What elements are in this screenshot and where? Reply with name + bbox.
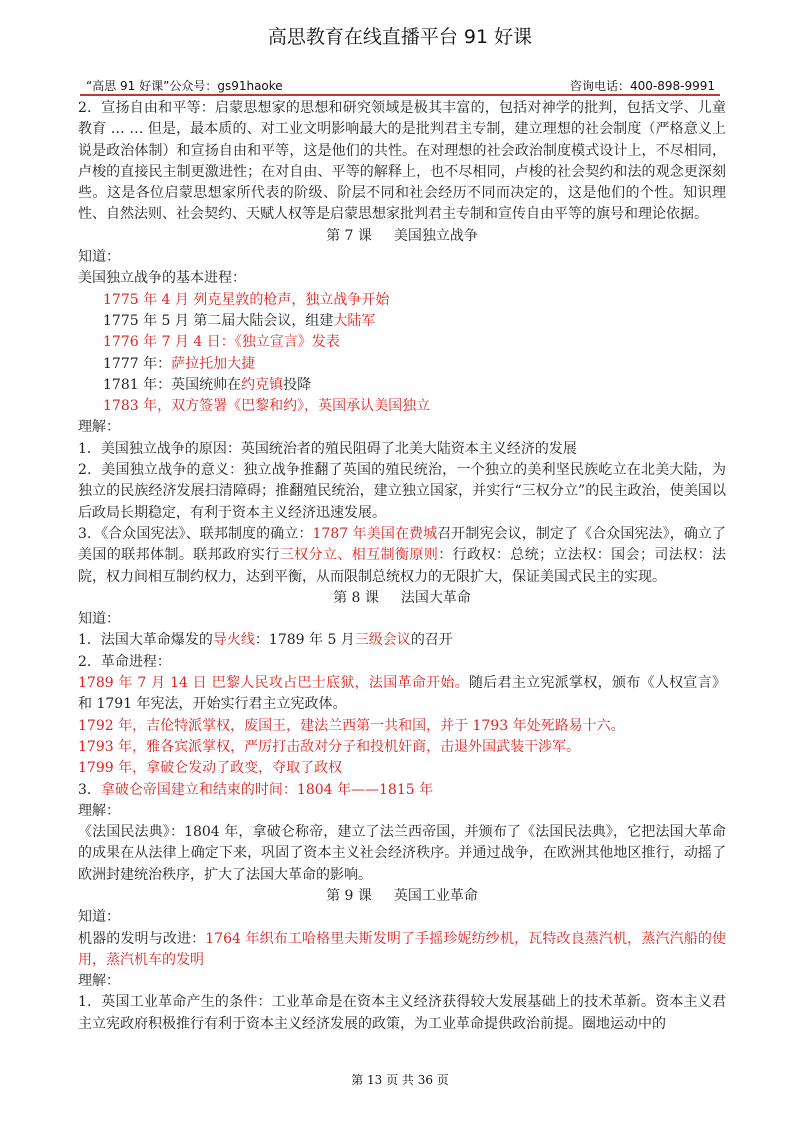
lesson9-title: 第 9 课 英国工业革命 — [326, 887, 478, 904]
header-title: 高思教育在线直播平台 91 好课 — [267, 26, 533, 48]
lesson8-know-label: 知道： — [78, 611, 120, 628]
lesson7-event: 1775 年 5 月 第二届大陆会议，组建大陆军 — [103, 312, 376, 329]
lesson7-event: 1775 年 4 月 列克星敦的枪声，独立战争开始 — [103, 291, 390, 308]
lesson8-title: 第 8 课 法国大革命 — [333, 589, 471, 606]
lesson8-know-item: 1．法国大革命爆发的导火线：1789 年 5 月三级会议的召开 — [78, 632, 453, 649]
lesson7-know-label: 知道： — [78, 249, 120, 266]
lesson8-revolution-step: 1792 年，吉伦特派掌权，废国王，建法兰西第一共和国，并于 1793 年处死路易十六。 — [78, 717, 625, 734]
lesson8-understand-label: 理解： — [78, 802, 120, 819]
header-rule — [80, 94, 720, 96]
header-wechat: “高思 91 好课”公众号：gs91haoke — [86, 79, 283, 93]
lesson7-event: 1783 年，双方签署《巴黎和约》，英国承认美国独立 — [103, 398, 431, 415]
lesson7-understand-item: 2．美国独立战争的意义：独立战争推翻了英国的殖民统治，一个独立的美利坚民族屹立在北美大陆，为独立的民族经济发展扫清障碍；推翻殖民统治，建立独立国家，并实行“三权分立”的民主政治，使美国以后政局长期稳定，有利于资本主义经济迅速发展。 — [78, 462, 726, 521]
lesson8-revolution-step: 1793 年，雅各宾派掌权，严厉打击敌对分子和投机奸商，击退外国武装干涉军。 — [78, 738, 581, 755]
lesson9-understand-label: 理解： — [78, 973, 120, 990]
lesson8-know-item: 3．拿破仑帝国建立和结束的时间：1804 年——1815 年 — [78, 781, 434, 798]
lesson7-title: 第 7 课 美国独立战争 — [326, 227, 478, 244]
lesson9-understand-item: 1．英国工业革命产生的条件：工业革命是在资本主义经济获得较大发展基础上的技术革新。资本主义君主立宪政府积极推行有利于资本主义经济发展的政策，为工业革命提供政治前提。圈地运动中的 — [78, 994, 726, 1032]
lesson9-know-label: 知道： — [78, 909, 120, 926]
lesson8-understand-item: 《法国民法典》：1804 年，拿破仑称帝，建立了法兰西帝国，并颁布了《法国民法典》，它把法国大革命的成果在从法律上确定下来，巩固了资本主义社会经济秩序。并通过战争，在欧洲其他地区推行，动摇了欧洲封建统治秩序，扩大了法国大革命的影响。 — [78, 824, 726, 883]
lesson8-revolution-step: 1789 年 7 月 14 日 巴黎人民攻占巴士底狱，法国革命开始。随后君主立宪派掌权，颁布《人权宣言》和 1791 年宪法，开始实行君主立宪政体。 — [78, 675, 726, 713]
lesson7-understand-label: 理解： — [78, 419, 120, 436]
lesson7-event: 1776 年 7 月 4 日：《独立宣言》发表 — [103, 334, 340, 351]
lesson7-understand-item: 3．《合众国宪法》、联邦制度的确立：1787 年美国在费城召开制宪会议，制定了《合众国宪法》，确立了美国的联邦体制。联邦政府实行三权分立、相互制衡原则：行政权：总统；立法权：国会；司法权：法院，权力间相互制约权力，达到平衡，从而限制总统权力的无限扩大，保证美国式民主的实现。 — [78, 525, 727, 585]
lesson7-event: 1781 年：英国统帅在约克镇投降 — [103, 376, 312, 393]
intro-paragraph: 2．宣扬自由和平等：启蒙思想家的思想和研究领域是极其丰富的，包括对神学的批判，包括文学、儿童教育 … … 但是，最本质的、对工业文明影响最大的是批判君主专制，建立理想的社会制度（严格意义上说是政治体制）和宣扬自由和平等，这是他们的共性。在对理想的社会政治制度模式设计上，不尽相同，卢梭的直接民主制更激进性；在对自由、平等的解释上，也不尽相同，卢梭的社会契约和法的观念更深刻些。这是各位启蒙思想家所代表的阶级、阶层不同和社会经历不同而决定的，这是他们的个性。知识理性、自然法则、社会契约、天赋人权等是启蒙思想家批判君主专制和宣传自由平等的旗号和理论依据。 — [78, 100, 726, 223]
page-footer: 第 13 页 共 36 页 — [351, 1073, 449, 1087]
lesson7-process-label: 美国独立战争的基本进程： — [78, 270, 246, 287]
header-phone: 咨询电话：400-898-9991 — [569, 79, 715, 93]
lesson9-know-item: 机器的发明与改进：1764 年织布工哈格里夫斯发明了手摇珍妮纺纱机，瓦特改良蒸汽机，蒸汽汽船的使用，蒸汽机车的发明 — [78, 930, 727, 968]
lesson8-revolution-step: 1799 年，拿破仑发动了政变，夺取了政权 — [78, 760, 343, 777]
document-body — [78, 98, 726, 1035]
lesson8-know-item: 2．革命进程： — [78, 653, 171, 670]
lesson7-event: 1777 年：萨拉托加大捷 — [103, 355, 256, 372]
lesson7-understand-item: 1．美国独立战争的原因：英国统治者的殖民阻碍了北美大陆资本主义经济的发展 — [78, 440, 577, 457]
